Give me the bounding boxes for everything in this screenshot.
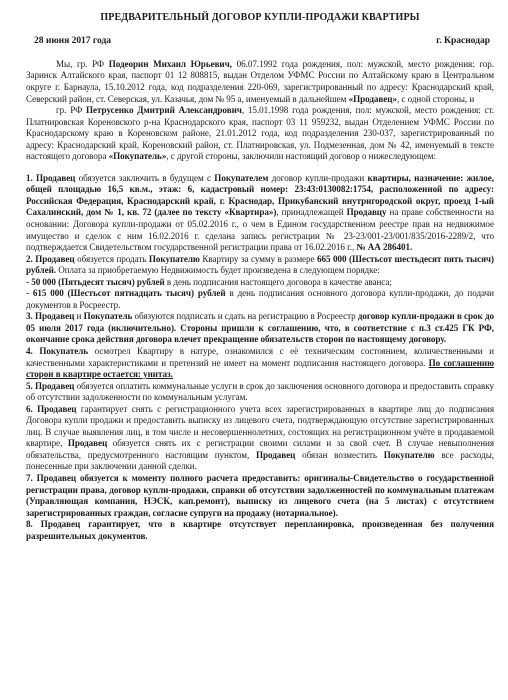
clause-1-certificate: № АА 286401. [356, 242, 413, 253]
clause-3-lead: 3. Продавец [26, 311, 75, 322]
clause-7-text: 7. Продавец обязуется к моменту полного расчета предоставить: оригиналы-Свидетельство о государственной регистрации права, договор купли-продажи, справки об отсутствии задолженностей по коммунальным платежам (Управляющая компания, НЭСК, кап.ремонт), выписку из лицевого счета (на 5 листах) с отсутствием зарегистрированных граждан, согласие супруги на продажу (нотариальное). [26, 473, 494, 518]
clause-1-text-f: , принадлежащей [276, 207, 347, 218]
clause-8-text: 8. Продавец гарантирует, что в квартире отсутствует перепланировка, произведенная без получения разрешительных документов. [26, 519, 494, 541]
clause-5-lead: 5. Продавец [26, 380, 75, 391]
document-city: г. Краснодар [436, 34, 490, 46]
buyer-intro: гр. РФ [56, 105, 87, 116]
clause-6-text-b: гарантирует снять с регистрационного учета всех зарегистрированных в квартире лиц до подписания Договора купли продажи и предоставить выписку из лицевого счета, подтверждающую отсутствие зарегистрированных лиц. В случае выявления лиц, в том числе и несовершеннолетних, состоящих на регистрационном учёте в продаваемой квартире, [26, 403, 494, 449]
seller-intro: Мы, гр. РФ [56, 58, 109, 69]
clause-6-text-c: Продавец [67, 438, 108, 449]
payment-item-1 [26, 277, 494, 289]
seller-role: «Продавец» [348, 93, 397, 104]
clause-7 [26, 473, 494, 519]
buyer-role: «Покупатель» [108, 151, 167, 162]
clause-6-text-f: обязан возместить [295, 449, 384, 460]
date-line [34, 35, 490, 47]
clause-6 [26, 404, 494, 473]
clause-2-text-b: обязуется продать [74, 253, 149, 264]
buyer-name: Петрусенко Дмитрий Александрович [86, 105, 242, 116]
clause-6-lead: 6. Продавец [26, 403, 77, 414]
clause-3-text-c: Покупатель [83, 311, 133, 322]
clause-5-text-b: обязуется оплатить коммунальные услуги в срок до заключения основного договора и предоставить справку об отсутствии задолженности по коммунальным услугам. [26, 380, 494, 403]
seller-tail: , с одной стороны, и [396, 93, 475, 104]
seller-name: Подеорин Михаил Юрьевич, [108, 58, 232, 69]
clause-4 [26, 346, 494, 381]
clause-6-text-g: Покупателю [383, 449, 435, 460]
clause-1-text-c: Покупателем [214, 172, 269, 183]
clause-2-text-d: Квартиру за сумму в размере [199, 253, 318, 264]
seller-details: 06.07.1992 года рождения, пол: мужской, место рождения: гор. Заринск Алтайского края, паспорт 01 12 808815, выдан Отделом УФМС России по Алтайскому краю в Центральном округе г. Барнаула, 15.10.2012 года, код подразделения 220-069, зарегистрированный по адресу: Краснодарский край, Северский район, ст. Северская, ул. Казачья, дом № 95 а, именуемый в дальнейшем [26, 58, 494, 104]
payment-item-1-amount: - 50 000 (Пятьдесят тысяч) рублей [26, 276, 165, 287]
clause-2-price: 665 000 (Шестьсот шестьдесят пять тысяч) рублей. [26, 253, 494, 276]
document-date: 28 июня 2017 года [34, 34, 111, 46]
clause-4-remaining: По соглашению сторон в квартире остается: унитаз. [26, 357, 494, 380]
clause-4-text-b: осмотрел Квартиру в натуре, ознакомился с её техническим состоянием, количественными и качественными характеристиками и претензий не имеет на момент подписания настоящего договора. [26, 345, 494, 368]
clause-1 [26, 173, 494, 254]
clause-1-text-h: на праве собственности на основании: Договора купли-продажи от 05.02.2016 г., о чем в Едином государственном реестре прав на недвижимое имущество и сделок с ним 16.02.2016 г. сделана запись регистрации № 23-23/001-23/001/835/2016-2289/2, что подтверждается Свидетельством государственной регистрации права от 16.02.2016 г., [26, 207, 494, 253]
clause-6-text-d: обязуется снять их с регистрации своими силами и за свой счет. В случае невыполнения обязательства, предусмотренного настоящим пунктом, [26, 438, 494, 460]
clause-5 [26, 381, 494, 404]
clause-4-lead: 4. Покупатель [26, 345, 89, 356]
clause-2-text-c: Покупателю [148, 253, 200, 264]
buyer-tail: , с другой стороны, заключили настоящий договор о нижеследующем: [166, 151, 436, 162]
clause-6-text-h: все расходы, понесенные при заключении данной сделки. [26, 449, 494, 472]
payment-item-2-amount: - 615 000 (Шестьсот пятнадцать тысяч) рублей [26, 288, 226, 299]
buyer-paragraph [26, 105, 494, 163]
clause-2-text-f: Оплата за приобретаемую Недвижимость будет произведена в следующем порядке: [56, 265, 380, 276]
payment-item-2 [26, 288, 494, 311]
clause-3-deadline: договор купли-продажи в срок до 05 июля 2017 года (включительно). Стороны пришли к соглашению, что, в соответствие с п.3 ст.425 ГК РФ, окончание срока действия договора влечет прекращение обязательств сторон по настоящему договору. [26, 311, 495, 345]
payment-item-1-text: в день подписания настоящего договора в качестве аванса; [164, 276, 392, 287]
clause-8 [26, 519, 494, 542]
payment-item-2-text: в день подписания основного договора купли-продажи, до подачи документов в Росреестр. [26, 288, 494, 310]
clause-1-lead: 1. Продавец [26, 172, 76, 183]
clause-1-property: квартиры, назначение: жилое, общей площадью 16,5 кв.м., этаж: 6, кадастровый номер: 23:43:0130082:1754, расположенной по адресу: Российская Федерация, Краснодарский край, г. Краснодар, Прикубанский внутригородской округ, проезд 1-ый Сахалинский, дом № 1, кв. 72 (далее по тексту «Квартира») [26, 172, 494, 218]
clause-3-text-b: и [74, 311, 84, 322]
seller-paragraph [26, 59, 494, 105]
clause-6-text-e: Продавец [255, 449, 296, 460]
clause-1-text-g: Продавцу [346, 207, 387, 218]
clause-3 [26, 311, 494, 346]
buyer-details: , 15.01.1998 года рождения, пол: мужской, место рождения: ст. Платнировская Кореновского р-на Краснодарского края, паспорт 03 11 959232, выдан Отделением УФМС России по Краснодарскому краю в Кореновском районе, 21.01.2012 года, код подразделения 230-037, зарегистрированный по адресу: Краснодарский край, Кореновский район, ст. Платнировская, ул. Подмезенная, дом № 42, именуемый в тексте настоящего договора [26, 105, 494, 162]
clause-3-text-d: обязуются подписать и сдать на регистрацию в Росреестр [132, 311, 358, 322]
clause-2-lead: 2. Продавец [26, 253, 75, 264]
clause-1-text-d: договор купли-продажи [268, 172, 368, 183]
clause-2 [26, 254, 494, 277]
document-title: ПРЕДВАРИТЕЛЬНЫЙ ДОГОВОР КУПЛИ-ПРОДАЖИ КВАРТИРЫ [100, 12, 420, 23]
clause-1-text-b: обязуется заключить в будущем с [75, 172, 215, 183]
